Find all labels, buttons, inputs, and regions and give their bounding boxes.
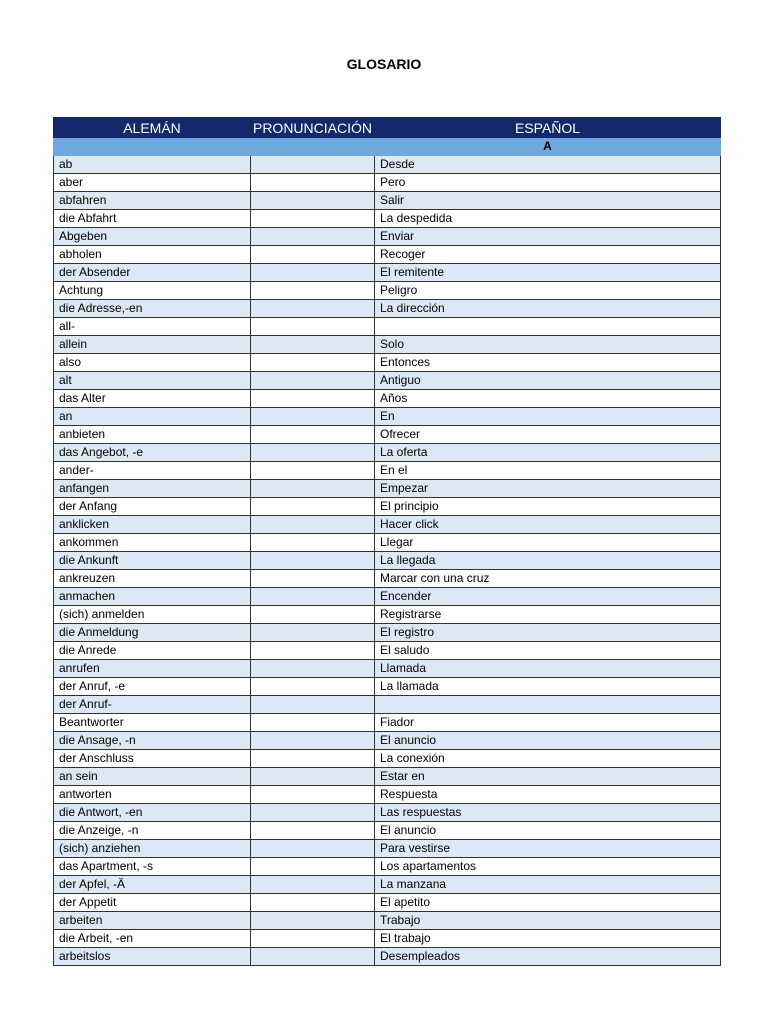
cell-pronunciacion bbox=[251, 732, 375, 750]
cell-pronunciacion bbox=[251, 390, 375, 408]
cell-pronunciacion bbox=[251, 570, 375, 588]
cell-pronunciacion bbox=[251, 858, 375, 876]
cell-aleman: Beantworter bbox=[54, 714, 251, 732]
cell-pronunciacion bbox=[251, 156, 375, 174]
cell-pronunciacion bbox=[251, 534, 375, 552]
cell-espanol: Las respuestas bbox=[375, 804, 721, 822]
table-body bbox=[54, 138, 721, 966]
cell-espanol: Solo bbox=[375, 336, 721, 354]
table-row bbox=[54, 948, 721, 966]
cell-aleman: die Anzeige, -n bbox=[54, 822, 251, 840]
table-row bbox=[54, 534, 721, 552]
table-row bbox=[54, 498, 721, 516]
cell-pronunciacion bbox=[251, 678, 375, 696]
cell-pronunciacion bbox=[251, 804, 375, 822]
cell-espanol bbox=[375, 696, 721, 714]
cell-aleman: die Arbeit, -en bbox=[54, 930, 251, 948]
cell-aleman: abfahren bbox=[54, 192, 251, 210]
cell-pronunciacion bbox=[251, 426, 375, 444]
cell-pronunciacion bbox=[251, 300, 375, 318]
cell-espanol: El remitente bbox=[375, 264, 721, 282]
cell-espanol: Años bbox=[375, 390, 721, 408]
cell-espanol: Salir bbox=[375, 192, 721, 210]
cell-aleman: der Absender bbox=[54, 264, 251, 282]
table-row bbox=[54, 408, 721, 426]
cell-espanol: El saludo bbox=[375, 642, 721, 660]
cell-aleman: anrufen bbox=[54, 660, 251, 678]
cell-aleman: Achtung bbox=[54, 282, 251, 300]
cell-pronunciacion bbox=[251, 606, 375, 624]
cell-aleman: allein bbox=[54, 336, 251, 354]
cell-pronunciacion bbox=[251, 768, 375, 786]
cell-aleman: der Appetit bbox=[54, 894, 251, 912]
cell-pronunciacion bbox=[251, 714, 375, 732]
cell-espanol: La oferta bbox=[375, 444, 721, 462]
table-row bbox=[54, 390, 721, 408]
cell-espanol: Fiador bbox=[375, 714, 721, 732]
table-row bbox=[54, 282, 721, 300]
cell-espanol: Empezar bbox=[375, 480, 721, 498]
section-cell-spacer bbox=[54, 138, 251, 156]
cell-pronunciacion bbox=[251, 786, 375, 804]
cell-aleman: ankreuzen bbox=[54, 570, 251, 588]
table-row bbox=[54, 426, 721, 444]
cell-pronunciacion bbox=[251, 660, 375, 678]
cell-pronunciacion bbox=[251, 282, 375, 300]
cell-aleman: alt bbox=[54, 372, 251, 390]
cell-espanol: Respuesta bbox=[375, 786, 721, 804]
cell-aleman: die Abfahrt bbox=[54, 210, 251, 228]
cell-pronunciacion bbox=[251, 876, 375, 894]
cell-espanol bbox=[375, 318, 721, 336]
column-header-aleman: ALEMÁN bbox=[54, 118, 251, 138]
cell-aleman: der Anfang bbox=[54, 498, 251, 516]
cell-pronunciacion bbox=[251, 246, 375, 264]
table-row bbox=[54, 444, 721, 462]
cell-aleman: die Antwort, -en bbox=[54, 804, 251, 822]
table-row bbox=[54, 822, 721, 840]
cell-aleman: anbieten bbox=[54, 426, 251, 444]
cell-aleman: abholen bbox=[54, 246, 251, 264]
cell-espanol: En bbox=[375, 408, 721, 426]
cell-aleman: an bbox=[54, 408, 251, 426]
table-row bbox=[54, 318, 721, 336]
section-cell-spacer bbox=[251, 138, 375, 156]
cell-pronunciacion bbox=[251, 696, 375, 714]
table-row bbox=[54, 246, 721, 264]
table-row bbox=[54, 678, 721, 696]
cell-espanol: Encender bbox=[375, 588, 721, 606]
table-row bbox=[54, 714, 721, 732]
table-row bbox=[54, 768, 721, 786]
cell-aleman: der Anruf, -e bbox=[54, 678, 251, 696]
cell-espanol: La llamada bbox=[375, 678, 721, 696]
table-row bbox=[54, 354, 721, 372]
cell-aleman: der Anschluss bbox=[54, 750, 251, 768]
table-row bbox=[54, 606, 721, 624]
cell-espanol: Hacer click bbox=[375, 516, 721, 534]
cell-aleman: aber bbox=[54, 174, 251, 192]
table-row bbox=[54, 804, 721, 822]
section-letter: A bbox=[375, 138, 721, 156]
cell-aleman: all- bbox=[54, 318, 251, 336]
table-row bbox=[54, 660, 721, 678]
cell-espanol: Trabajo bbox=[375, 912, 721, 930]
cell-espanol: Desde bbox=[375, 156, 721, 174]
cell-espanol: La manzana bbox=[375, 876, 721, 894]
cell-espanol: Antiguo bbox=[375, 372, 721, 390]
table-row bbox=[54, 588, 721, 606]
cell-aleman: anklicken bbox=[54, 516, 251, 534]
cell-aleman: das Angebot, -e bbox=[54, 444, 251, 462]
cell-espanol: El trabajo bbox=[375, 930, 721, 948]
cell-aleman: die Ansage, -n bbox=[54, 732, 251, 750]
section-row bbox=[54, 138, 721, 156]
cell-espanol: Entonces bbox=[375, 354, 721, 372]
cell-espanol: Peligro bbox=[375, 282, 721, 300]
cell-pronunciacion bbox=[251, 354, 375, 372]
table-row bbox=[54, 228, 721, 246]
cell-pronunciacion bbox=[251, 264, 375, 282]
cell-espanol: Recoger bbox=[375, 246, 721, 264]
table-row bbox=[54, 732, 721, 750]
table-row bbox=[54, 264, 721, 282]
cell-espanol: Estar en bbox=[375, 768, 721, 786]
column-header-espanol: ESPAÑOL bbox=[375, 118, 721, 138]
cell-aleman: (sich) anmelden bbox=[54, 606, 251, 624]
cell-pronunciacion bbox=[251, 444, 375, 462]
table-row bbox=[54, 210, 721, 228]
table-row bbox=[54, 624, 721, 642]
cell-aleman: die Ankunft bbox=[54, 552, 251, 570]
document-title: GLOSARIO bbox=[346, 56, 422, 72]
table-row bbox=[54, 372, 721, 390]
cell-aleman: der Anruf- bbox=[54, 696, 251, 714]
cell-pronunciacion bbox=[251, 642, 375, 660]
table-row bbox=[54, 174, 721, 192]
cell-espanol: En el bbox=[375, 462, 721, 480]
cell-pronunciacion bbox=[251, 552, 375, 570]
cell-aleman: ab bbox=[54, 156, 251, 174]
cell-aleman: Abgeben bbox=[54, 228, 251, 246]
table-row bbox=[54, 894, 721, 912]
table-row bbox=[54, 552, 721, 570]
cell-espanol: El registro bbox=[375, 624, 721, 642]
cell-pronunciacion bbox=[251, 372, 375, 390]
cell-aleman: also bbox=[54, 354, 251, 372]
table-row bbox=[54, 786, 721, 804]
cell-pronunciacion bbox=[251, 408, 375, 426]
cell-pronunciacion bbox=[251, 336, 375, 354]
glossary-table bbox=[53, 117, 721, 966]
table-row bbox=[54, 750, 721, 768]
cell-pronunciacion bbox=[251, 192, 375, 210]
cell-pronunciacion bbox=[251, 624, 375, 642]
cell-aleman: arbeitslos bbox=[54, 948, 251, 966]
table-row bbox=[54, 876, 721, 894]
cell-aleman: antworten bbox=[54, 786, 251, 804]
table-row bbox=[54, 642, 721, 660]
cell-espanol: Desempleados bbox=[375, 948, 721, 966]
cell-aleman: arbeiten bbox=[54, 912, 251, 930]
table-row bbox=[54, 300, 721, 318]
cell-espanol: Llamada bbox=[375, 660, 721, 678]
cell-espanol: Registrarse bbox=[375, 606, 721, 624]
table-row bbox=[54, 192, 721, 210]
cell-aleman: anmachen bbox=[54, 588, 251, 606]
cell-pronunciacion bbox=[251, 948, 375, 966]
cell-aleman: das Alter bbox=[54, 390, 251, 408]
cell-pronunciacion bbox=[251, 588, 375, 606]
cell-pronunciacion bbox=[251, 462, 375, 480]
cell-aleman: die Anrede bbox=[54, 642, 251, 660]
cell-espanol: El principio bbox=[375, 498, 721, 516]
cell-espanol: Marcar con una cruz bbox=[375, 570, 721, 588]
cell-pronunciacion bbox=[251, 174, 375, 192]
cell-aleman: das Apartment, -s bbox=[54, 858, 251, 876]
cell-espanol: Llegar bbox=[375, 534, 721, 552]
cell-espanol: Enviar bbox=[375, 228, 721, 246]
cell-espanol: Ofrecer bbox=[375, 426, 721, 444]
cell-espanol: Pero bbox=[375, 174, 721, 192]
cell-espanol: La llegada bbox=[375, 552, 721, 570]
table-row bbox=[54, 840, 721, 858]
cell-aleman: ankommen bbox=[54, 534, 251, 552]
cell-aleman: (sich) anziehen bbox=[54, 840, 251, 858]
cell-pronunciacion bbox=[251, 228, 375, 246]
cell-aleman: anfangen bbox=[54, 480, 251, 498]
table-row bbox=[54, 930, 721, 948]
table-row bbox=[54, 912, 721, 930]
cell-pronunciacion bbox=[251, 930, 375, 948]
cell-pronunciacion bbox=[251, 210, 375, 228]
cell-pronunciacion bbox=[251, 912, 375, 930]
cell-espanol: El anuncio bbox=[375, 822, 721, 840]
cell-espanol: El anuncio bbox=[375, 732, 721, 750]
cell-aleman: an sein bbox=[54, 768, 251, 786]
cell-pronunciacion bbox=[251, 516, 375, 534]
table-header bbox=[54, 118, 721, 138]
cell-espanol: Los apartamentos bbox=[375, 858, 721, 876]
cell-pronunciacion bbox=[251, 822, 375, 840]
table-row bbox=[54, 516, 721, 534]
cell-espanol: La dirección bbox=[375, 300, 721, 318]
cell-pronunciacion bbox=[251, 318, 375, 336]
table-row bbox=[54, 462, 721, 480]
cell-aleman: ander- bbox=[54, 462, 251, 480]
cell-aleman: der Apfel, -Ä bbox=[54, 876, 251, 894]
cell-pronunciacion bbox=[251, 840, 375, 858]
table-row bbox=[54, 570, 721, 588]
cell-espanol: Para vestirse bbox=[375, 840, 721, 858]
cell-espanol: El apetito bbox=[375, 894, 721, 912]
cell-pronunciacion bbox=[251, 750, 375, 768]
table-row bbox=[54, 480, 721, 498]
table-row bbox=[54, 858, 721, 876]
cell-aleman: die Anmeldung bbox=[54, 624, 251, 642]
column-header-pronunciacion: PRONUNCIACIÓN bbox=[251, 118, 375, 138]
cell-pronunciacion bbox=[251, 498, 375, 516]
table-row bbox=[54, 336, 721, 354]
cell-aleman: die Adresse,-en bbox=[54, 300, 251, 318]
cell-espanol: La despedida bbox=[375, 210, 721, 228]
table-row bbox=[54, 696, 721, 714]
cell-espanol: La conexión bbox=[375, 750, 721, 768]
cell-pronunciacion bbox=[251, 894, 375, 912]
cell-pronunciacion bbox=[251, 480, 375, 498]
table-row bbox=[54, 156, 721, 174]
